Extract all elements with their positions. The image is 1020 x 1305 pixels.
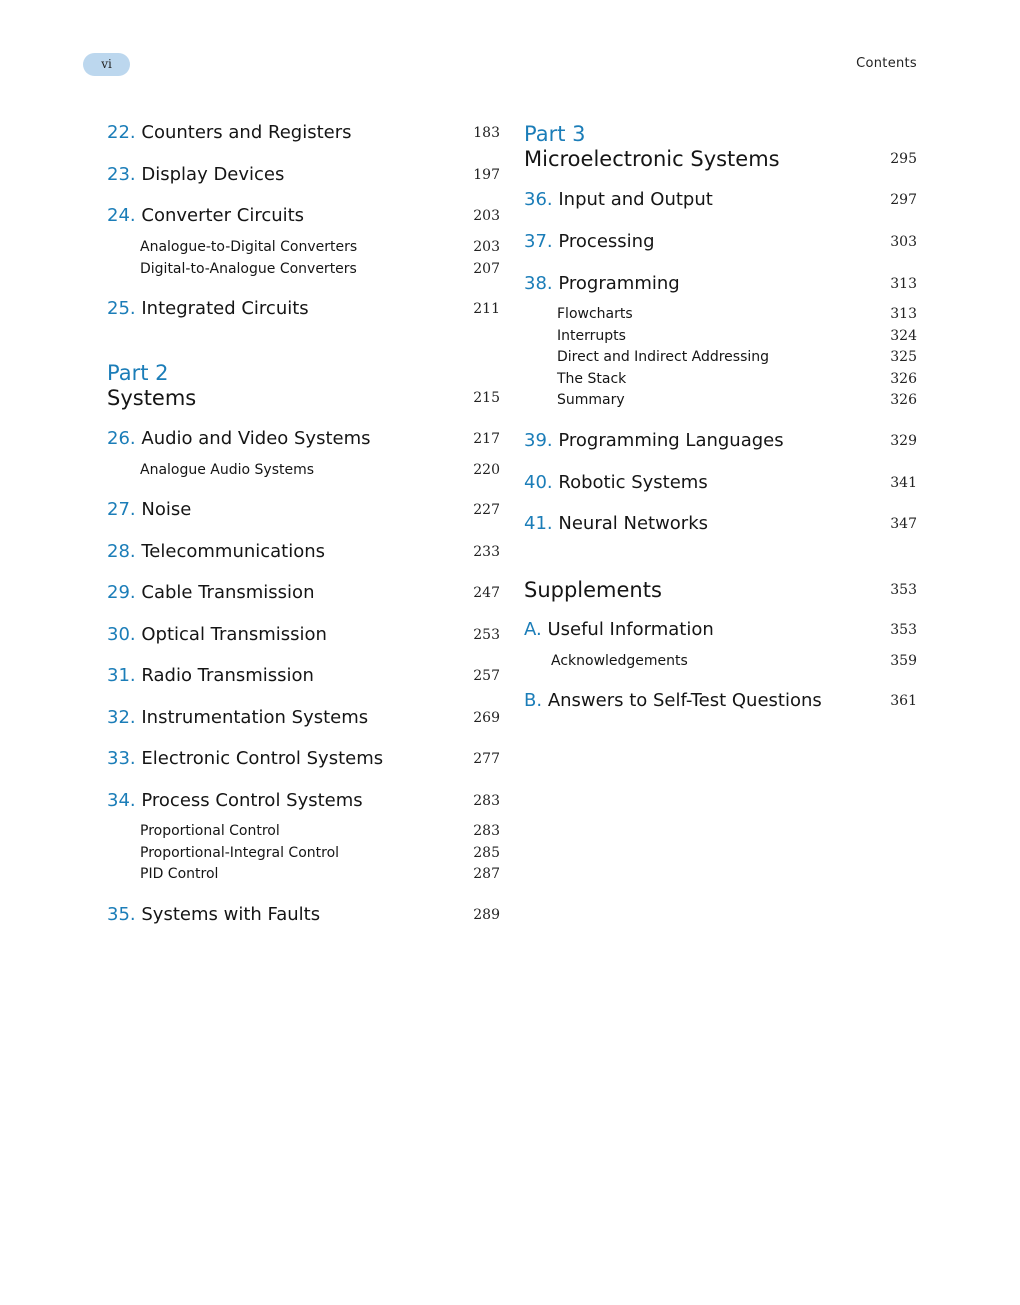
- entry-title: Part 2: [107, 361, 169, 385]
- entry-title: Digital-to-Analogue Converters: [140, 261, 357, 277]
- entry-title: Summary: [557, 392, 625, 408]
- page-number: 197: [473, 167, 500, 183]
- page-number: 313: [890, 306, 917, 322]
- entry-title: Direct and Indirect Addressing: [557, 349, 770, 365]
- running-head: Contents: [856, 56, 917, 71]
- page-folio: vi: [83, 53, 130, 76]
- entry-title: Analogue-to-Digital Converters: [140, 239, 358, 255]
- entry-title: Useful Information: [547, 619, 714, 640]
- chapter-number: 25.: [107, 298, 136, 319]
- page-number: 341: [890, 475, 917, 491]
- toc-chapter[interactable]: [107, 162, 500, 188]
- page-number: 326: [890, 392, 917, 408]
- toc-sub[interactable]: [140, 256, 500, 282]
- toc-chapter[interactable]: [107, 539, 500, 565]
- toc-chapter[interactable]: [107, 580, 500, 606]
- chapter-number: 38.: [524, 273, 553, 294]
- toc-chapter[interactable]: [107, 426, 500, 452]
- toc-chapter[interactable]: [107, 788, 500, 814]
- toc-chapter[interactable]: [524, 617, 917, 643]
- page-number: 325: [890, 349, 917, 365]
- page-number: 353: [890, 622, 917, 638]
- page-number: 203: [473, 239, 500, 255]
- page-number: 297: [890, 192, 917, 208]
- entry-title: Optical Transmission: [141, 624, 327, 645]
- chapter-number: 39.: [524, 430, 553, 451]
- toc-chapter[interactable]: [107, 497, 500, 523]
- entry-title: Process Control Systems: [141, 790, 363, 811]
- toc-chapter[interactable]: [524, 229, 917, 255]
- toc-part-label[interactable]: [524, 121, 917, 147]
- toc-chapter[interactable]: [524, 271, 917, 297]
- page-number: 324: [890, 328, 917, 344]
- entry-title: Cable Transmission: [141, 582, 315, 603]
- entry-title: Integrated Circuits: [141, 298, 309, 319]
- toc-part-label[interactable]: [107, 360, 500, 386]
- entry-title: Systems: [107, 386, 197, 410]
- page-number: 220: [473, 462, 500, 478]
- toc-chapter[interactable]: [107, 663, 500, 689]
- toc-chapter[interactable]: [524, 187, 917, 213]
- entry-title: Interrupts: [557, 328, 626, 344]
- entry-title: Proportional-Integral Control: [140, 845, 340, 861]
- page-number: 347: [890, 516, 917, 532]
- entry-title: Flowcharts: [557, 306, 633, 322]
- page-number: 203: [473, 208, 500, 224]
- page-number: 247: [473, 585, 500, 601]
- page-number: 283: [473, 793, 500, 809]
- entry-title: PID Control: [140, 866, 219, 882]
- page-number: 233: [473, 544, 500, 560]
- page-number: 253: [473, 627, 500, 643]
- toc-part-title[interactable]: [107, 385, 500, 411]
- page-number: 215: [473, 390, 500, 406]
- chapter-number: B.: [524, 690, 543, 711]
- page-number: 289: [473, 907, 500, 923]
- entry-title: Supplements: [524, 578, 662, 602]
- page-number: 295: [890, 151, 917, 167]
- page-number: 287: [473, 866, 500, 882]
- chapter-number: 27.: [107, 499, 136, 520]
- page-number: 207: [473, 261, 500, 277]
- entry-title: Audio and Video Systems: [141, 428, 371, 449]
- toc-chapter[interactable]: [524, 428, 917, 454]
- chapter-number: 34.: [107, 790, 136, 811]
- chapter-number: 24.: [107, 205, 136, 226]
- page-number: 285: [473, 845, 500, 861]
- entry-title: Systems with Faults: [141, 904, 321, 925]
- entry-title: Electronic Control Systems: [141, 748, 384, 769]
- entry-title: Input and Output: [558, 189, 713, 210]
- toc-sub[interactable]: [140, 457, 500, 483]
- entry-title: Answers to Self-Test Questions: [547, 690, 822, 711]
- entry-title: Programming: [558, 273, 680, 294]
- chapter-number: 36.: [524, 189, 553, 210]
- entry-title: Analogue Audio Systems: [140, 462, 315, 478]
- entry-title: Microelectronic Systems: [524, 147, 780, 171]
- entry-title: Proportional Control: [140, 823, 280, 839]
- chapter-number: 33.: [107, 748, 136, 769]
- chapter-number: 28.: [107, 541, 136, 562]
- entry-title: The Stack: [557, 371, 627, 387]
- toc-chapter[interactable]: [524, 688, 917, 714]
- toc-chapter[interactable]: [524, 470, 917, 496]
- entry-title: Telecommunications: [141, 541, 326, 562]
- toc-part-title[interactable]: [524, 577, 917, 603]
- chapter-number: 31.: [107, 665, 136, 686]
- page-number: 329: [890, 433, 917, 449]
- chapter-number: 32.: [107, 707, 136, 728]
- toc-sub[interactable]: [140, 861, 500, 887]
- entry-title: Radio Transmission: [141, 665, 314, 686]
- chapter-number: 40.: [524, 472, 553, 493]
- page-number: 217: [473, 431, 500, 447]
- chapter-number: 35.: [107, 904, 136, 925]
- toc-chapter[interactable]: [107, 622, 500, 648]
- chapter-number: 23.: [107, 164, 136, 185]
- entry-title: Part 3: [524, 122, 586, 146]
- entry-title: Display Devices: [141, 164, 285, 185]
- toc-chapter[interactable]: [107, 705, 500, 731]
- entry-title: Processing: [558, 231, 655, 252]
- toc-part-title[interactable]: [524, 146, 917, 172]
- toc-chapter[interactable]: [107, 746, 500, 772]
- chapter-number: 26.: [107, 428, 136, 449]
- chapter-number: A.: [524, 619, 542, 640]
- entry-title: Counters and Registers: [141, 122, 352, 143]
- toc-chapter[interactable]: [107, 296, 500, 322]
- toc-sub[interactable]: [557, 387, 917, 413]
- chapter-number: 29.: [107, 582, 136, 603]
- chapter-number: 37.: [524, 231, 553, 252]
- toc-chapter[interactable]: [107, 120, 500, 146]
- page-number: 361: [890, 693, 917, 709]
- page-number: 359: [890, 653, 917, 669]
- toc-chapter[interactable]: [107, 902, 500, 928]
- page-number: 211: [473, 301, 500, 317]
- page-number: 283: [473, 823, 500, 839]
- page-number: 313: [890, 276, 917, 292]
- page-number: 353: [890, 582, 917, 598]
- page-number: 227: [473, 502, 500, 518]
- entry-title: Converter Circuits: [141, 205, 305, 226]
- toc-sub[interactable]: [551, 648, 917, 674]
- entry-title: Noise: [141, 499, 192, 520]
- page-number: 326: [890, 371, 917, 387]
- toc-chapter[interactable]: [107, 203, 500, 229]
- page-number: 183: [473, 125, 500, 141]
- entry-title: Neural Networks: [558, 513, 709, 534]
- page-number: 303: [890, 234, 917, 250]
- entry-title: Robotic Systems: [558, 472, 708, 493]
- page-number: 257: [473, 668, 500, 684]
- toc-chapter[interactable]: [524, 511, 917, 537]
- entry-title: Instrumentation Systems: [141, 707, 369, 728]
- chapter-number: 41.: [524, 513, 553, 534]
- page-number: 277: [473, 751, 500, 767]
- chapter-number: 30.: [107, 624, 136, 645]
- entry-title: Programming Languages: [558, 430, 784, 451]
- page-number: 269: [473, 710, 500, 726]
- entry-title: Acknowledgements: [551, 653, 688, 669]
- chapter-number: 22.: [107, 122, 136, 143]
